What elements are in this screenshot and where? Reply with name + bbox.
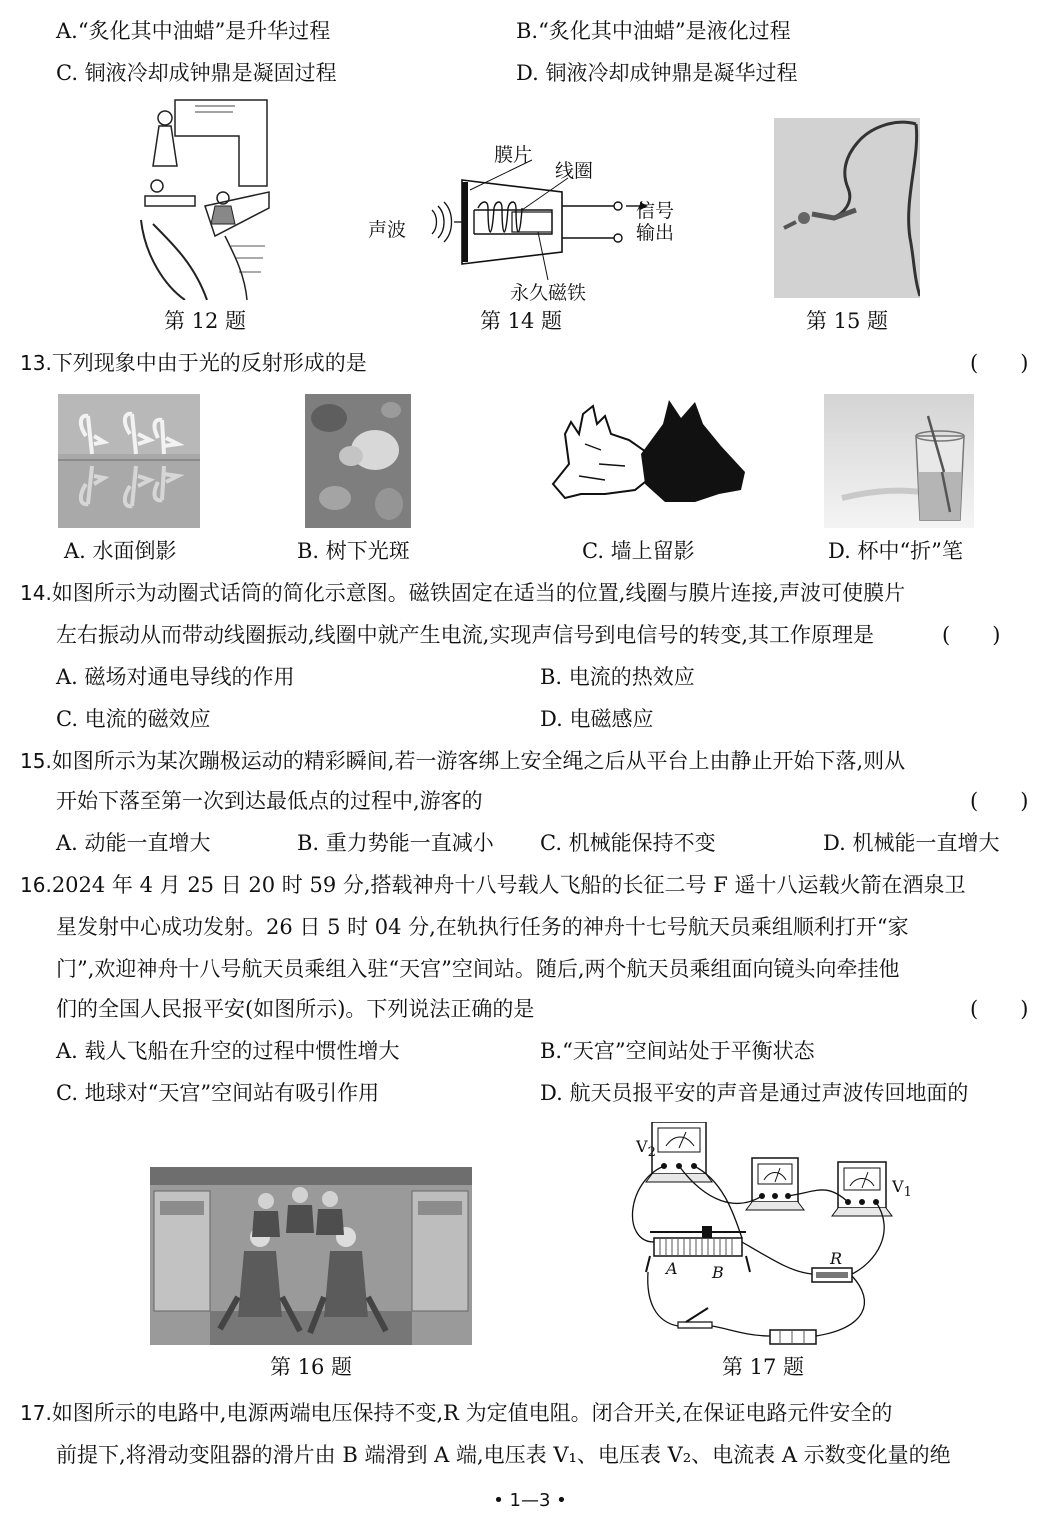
fig15-photo — [774, 118, 920, 298]
fig14-label-signal-2: 输出 — [636, 222, 675, 244]
q12-option-b: B.“炙化其中油蜡”是液化过程 — [516, 19, 791, 43]
q16-option-d: D. 航天员报平安的声音是通过声波传回地面的 — [540, 1081, 969, 1105]
fig17-label-a: A — [666, 1259, 678, 1278]
fig14-caption: 第 14 题 — [479, 309, 563, 333]
fig14-label-coil: 线圈 — [555, 160, 594, 182]
q16-text-1: 2024 年 4 月 25 日 20 时 59 分,搭载神舟十八号载人飞船的长征二号 F 遥十八运载火箭在酒泉卫 — [51, 873, 966, 897]
fig12-illustration — [135, 96, 270, 300]
q13-option-a: A. 水面倒影 — [64, 539, 177, 563]
q12-option-d: D. 铜液冷却成钟鼎是凝华过程 — [516, 61, 798, 85]
q14-option-c: C. 电流的磁效应 — [56, 707, 211, 731]
q16-line-1 — [20, 870, 965, 900]
q13-option-c: C. 墙上留影 — [582, 539, 695, 563]
fig17-label-v1 — [892, 1172, 912, 1208]
q13-image-d — [824, 394, 974, 528]
q13-number: 13. — [20, 351, 52, 375]
q14-line-2: 左右振动从而带动线圈振动,线圈中就产生电流,实现声信号到电信号的转变,其工作原理是 — [56, 623, 875, 647]
q13-option-d: D. 杯中“折”笔 — [828, 539, 963, 563]
q13-option-b: B. 树下光斑 — [297, 539, 410, 563]
q15-line-1 — [20, 746, 905, 776]
q16-option-b: B.“天宫”空间站处于平衡状态 — [540, 1039, 815, 1063]
fig14-label-signal-1: 信号 — [636, 200, 675, 222]
q17-line-1 — [20, 1398, 892, 1428]
fig15-caption: 第 15 题 — [805, 309, 889, 333]
fig12-caption: 第 12 题 — [163, 309, 247, 333]
q14-text-1: 如图所示为动圈式话筒的简化示意图。磁铁固定在适当的位置,线圈与膜片连接,声波可使膜片 — [51, 581, 906, 605]
q13-answer-paren[interactable]: ( ) — [970, 351, 1029, 375]
fig17-circuit — [616, 1122, 916, 1346]
q16-line-3: 门”,欢迎神舟十八号航天员乘组入驻“天宫”空间站。随后,两个航天员乘组面向镜头向牵挂他 — [56, 957, 900, 981]
q15-option-c: C. 机械能保持不变 — [540, 831, 716, 855]
q14-option-d: D. 电磁感应 — [540, 707, 654, 731]
q17-number: 17. — [20, 1401, 52, 1425]
q15-line-2: 开始下落至第一次到达最低点的过程中,游客的 — [56, 789, 483, 813]
fig14-label-sound: 声波 — [368, 219, 407, 241]
fig17-label-v2-main: V — [636, 1137, 648, 1156]
q12-option-a: A.“炙化其中油蜡”是升华过程 — [56, 19, 331, 43]
fig17-label-r: R — [830, 1249, 843, 1268]
q16-line-2: 星发射中心成功发射。26 日 5 时 04 分,在轨执行任务的神舟十七号航天员乘组顺利打开“家 — [56, 915, 909, 939]
q15-option-b: B. 重力势能一直减小 — [297, 831, 494, 855]
page-number: • 1—3 • — [493, 1490, 567, 1511]
q16-option-a: A. 载人飞船在升空的过程中惯性增大 — [56, 1039, 400, 1063]
q13-image-b — [305, 394, 411, 528]
q15-answer-paren[interactable]: ( ) — [970, 789, 1029, 813]
fig16-caption: 第 16 题 — [269, 1355, 353, 1379]
q17-line-2: 前提下,将滑动变阻器的滑片由 B 端滑到 A 端,电压表 V₁、电压表 V₂、电流表 A 示数变化量的绝 — [56, 1443, 951, 1467]
q16-number: 16. — [20, 873, 52, 897]
fig17-label-v2-sub: 2 — [647, 1145, 656, 1160]
q14-answer-paren[interactable]: ( ) — [942, 623, 1001, 647]
q16-answer-paren[interactable]: ( ) — [970, 997, 1029, 1021]
q15-option-a: A. 动能一直增大 — [56, 831, 211, 855]
q13-image-a — [58, 394, 200, 528]
q14-option-b: B. 电流的热效应 — [540, 665, 695, 689]
fig17-label-v2 — [636, 1132, 656, 1168]
q14-number: 14. — [20, 581, 52, 605]
q17-text-1: 如图所示的电路中,电源两端电压保持不变,R 为定值电阻。闭合开关,在保证电路元件安全的 — [51, 1401, 893, 1425]
fig17-label-v1-main: V — [892, 1177, 904, 1196]
q15-text-1: 如图所示为某次蹦极运动的精彩瞬间,若一游客绑上安全绳之后从平台上由静止开始下落,则从 — [51, 749, 906, 773]
q12-option-c: C. 铜液冷却成钟鼎是凝固过程 — [56, 61, 337, 85]
q15-number: 15. — [20, 749, 52, 773]
q14-option-a: A. 磁场对通电导线的作用 — [56, 665, 295, 689]
q16-option-c: C. 地球对“天宫”空间站有吸引作用 — [56, 1081, 380, 1105]
q13-image-c — [545, 394, 745, 502]
fig14-label-membrane: 膜片 — [494, 144, 533, 166]
q14-line-1 — [20, 578, 905, 608]
q16-line-4: 们的全国人民报平安(如图所示)。下列说法正确的是 — [56, 997, 535, 1021]
fig16-photo — [150, 1167, 472, 1345]
q15-option-d: D. 机械能一直增大 — [823, 831, 1000, 855]
q13-stem — [20, 348, 367, 378]
fig14-label-magnet: 永久磁铁 — [510, 282, 587, 304]
fig17-label-b: B — [712, 1263, 724, 1282]
fig17-label-v1-sub: 1 — [903, 1185, 912, 1200]
q13-text: 下列现象中由于光的反射形成的是 — [51, 351, 367, 375]
fig17-caption: 第 17 题 — [721, 1355, 805, 1379]
